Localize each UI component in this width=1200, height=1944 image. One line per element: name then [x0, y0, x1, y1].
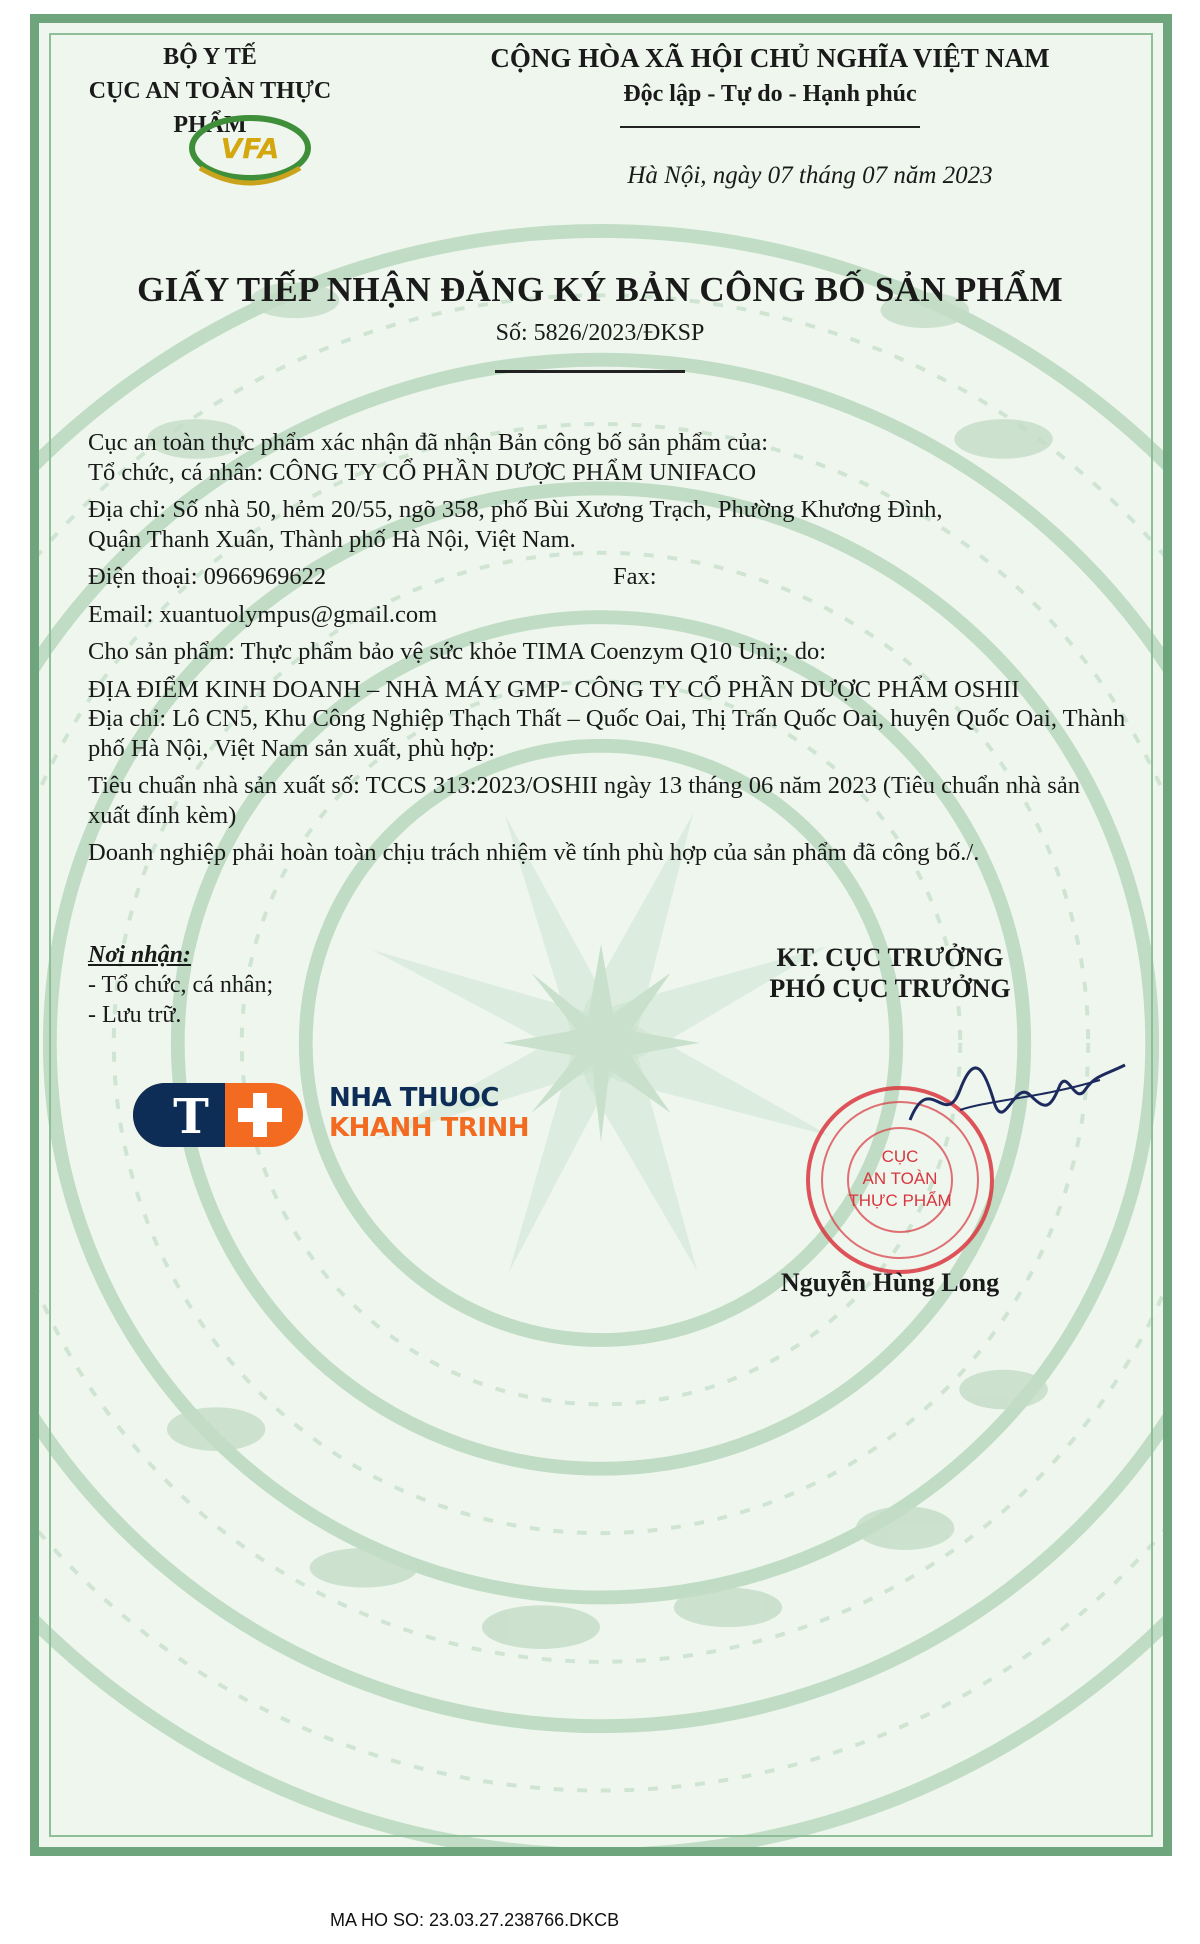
address-line-1: Địa chỉ: Số nhà 50, hẻm 20/55, ngõ 358, phố Bùi Xương Trạch, Phường Khương Đình,: [88, 496, 943, 523]
department-name: CỤC AN TOÀN THỰC PHẨM: [88, 78, 332, 138]
pharmacy-logo-icon: [133, 1077, 303, 1153]
stamp-text-line-2: AN TOÀN: [862, 1169, 938, 1188]
certificate-body: [88, 428, 1128, 868]
country-name: CỘNG HÒA XÃ HỘI CHỦ NGHĨA VIỆT NAM: [490, 43, 1050, 73]
vfa-logo-icon: [170, 108, 330, 186]
vfa-logo-text: VFA: [220, 132, 280, 165]
issue-date: Hà Nội, ngày 07 tháng 07 năm 2023: [627, 162, 993, 189]
address-line-2: Quận Thanh Xuân, Thành phố Hà Nội, Việt Nam.: [88, 525, 576, 553]
handwritten-signature: [900, 1050, 1130, 1140]
title-underline: [495, 370, 685, 373]
document-title: GIẤY TIẾP NHẬN ĐĂNG KÝ BẢN CÔNG BỐ SẢN PHẨM: [137, 270, 1063, 309]
logo-letter: T: [173, 1089, 209, 1145]
signatory-title-line-1: KT. CỤC TRƯỞNG: [776, 943, 1004, 972]
pharmacy-name-line-1: NHA THUOC: [329, 1083, 499, 1113]
signer-name: Nguyễn Hùng Long: [780, 1268, 1000, 1297]
recipients-block: [88, 940, 273, 1030]
state-header: [440, 40, 1100, 112]
pharmacy-name-line-2: KHANH TRINH: [329, 1113, 530, 1143]
stamp-text-line-1: CỤC: [881, 1147, 919, 1166]
pharmacy-watermark-logo: [133, 1077, 533, 1153]
document-number: Số: 5826/2023/ĐKSP: [495, 320, 705, 346]
intro-line: Cục an toàn thực phẩm xác nhận đã nhận Bản công bố sản phẩm của:: [88, 429, 769, 456]
signatory-title-line-2: PHÓ CỤC TRƯỞNG: [769, 974, 1011, 1003]
standard-line: Tiêu chuẩn nhà sản xuất số: TCCS 313:2023/OSHII ngày 13 tháng 06 năm 2023 (Tiêu chuẩn nhà sản xuất đính kèm): [88, 772, 1080, 829]
signatory-title: [710, 942, 1070, 1004]
product-line: Cho sản phẩm: Thực phẩm bảo vệ sức khỏe TIMA Coenzym Q10 Uni;; do:: [88, 638, 827, 665]
responsibility-line: Doanh nghiệp phải hoàn toàn chịu trách nhiệm về tính phù hợp của sản phẩm đã công bố./.: [88, 839, 980, 866]
stamp-text-line-3: THỰC PHẨM: [848, 1191, 952, 1210]
fax-text: Fax:: [613, 563, 657, 590]
national-motto: Độc lập - Tự do - Hạnh phúc: [623, 81, 917, 107]
organization-line: Tổ chức, cá nhân: CÔNG TY CỔ PHẦN DƯỢC PHẨM UNIFACO: [88, 458, 757, 486]
recipient-item: - Lưu trữ.: [88, 1002, 182, 1028]
recipients-heading: Nơi nhận:: [88, 942, 191, 968]
manufacturer-line: ĐỊA ĐIỂM KINH DOANH – NHÀ MÁY GMP- CÔNG TY CỔ PHẦN DƯỢC PHẨM OSHII: [88, 675, 1020, 703]
recipient-item: - Tổ chức, cá nhân;: [88, 972, 274, 998]
phone-text: Điện thoại: 0966969622: [88, 563, 327, 590]
ministry-name: BỘ Y TẾ: [163, 44, 257, 70]
email-line: Email: xuantuolympus@gmail.com: [88, 600, 438, 628]
motto-underline: [620, 126, 920, 128]
dossier-code: MA HO SO: 23.03.27.238766.DKCB: [330, 1910, 620, 1930]
manufacturer-address: Địa chỉ: Lô CN5, Khu Công Nghiệp Thạch Thất – Quốc Oai, Thị Trấn Quốc Oai, huyện Quốc Oai, Thành phố Hà Nội, Việt Nam sản xuất, phù hợp:: [88, 705, 1126, 762]
contact-line: [88, 562, 1128, 592]
